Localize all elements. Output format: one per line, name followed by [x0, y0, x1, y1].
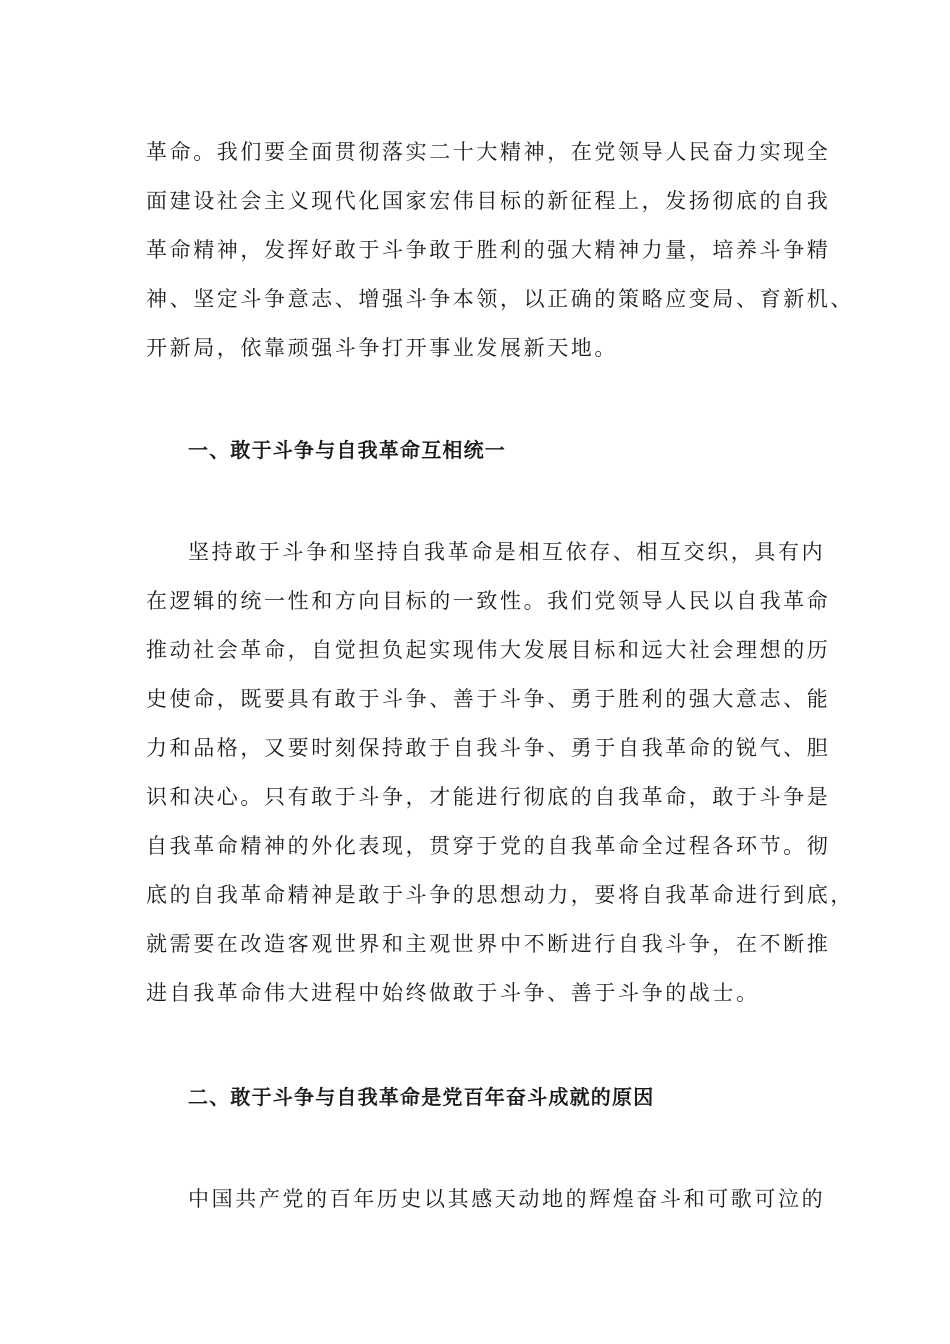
body-text-line: 史使命，既要具有敢于斗争、善于斗争、勇于胜利的强大意志、能 — [146, 687, 831, 711]
body-text-line: 底的自我革命精神是敢于斗争的思想动力，要将自我革命进行到底， — [146, 883, 854, 907]
body-text-line: 进自我革命伟大进程中始终做敢于斗争、善于斗争的战士。 — [146, 981, 760, 1005]
body-text-line: 革命精神，发挥好敢于斗争敢于胜利的强大精神力量，培养斗争精 — [146, 238, 831, 262]
body-text-line: 就需要在改造客观世界和主观世界中不断进行自我斗争，在不断推 — [146, 932, 831, 956]
body-text-line: 力和品格，又要时刻保持敢于自我斗争、勇于自我革命的锐气、胆 — [146, 736, 831, 760]
body-text-line: 面建设社会主义现代化国家宏伟目标的新征程上，发扬彻底的自我 — [146, 189, 831, 213]
body-text-line: 自我革命精神的外化表现，贯穿于党的自我革命全过程各环节。彻 — [146, 834, 831, 858]
body-text-line: 革命。我们要全面贯彻落实二十大精神，在党领导人民奋力实现全 — [146, 140, 831, 164]
body-text-line: 中国共产党的百年历史以其感天动地的辉煌奋斗和可歌可泣的 — [188, 1187, 826, 1211]
body-text-line: 神、坚定斗争意志、增强斗争本领，以正确的策略应变局、育新机、 — [146, 287, 854, 311]
body-text-line: 推动社会革命，自觉担负起实现伟大发展目标和远大社会理想的历 — [146, 638, 831, 662]
section-heading-1: 一、敢于斗争与自我革命互相统一 — [188, 438, 506, 462]
body-text-line: 在逻辑的统一性和方向目标的一致性。我们党领导人民以自我革命 — [146, 589, 831, 613]
body-text-line: 开新局，依靠顽强斗争打开事业发展新天地。 — [146, 336, 618, 360]
body-text-line: 识和决心。只有敢于斗争，才能进行彻底的自我革命，敢于斗争是 — [146, 785, 831, 809]
body-text-line: 坚持敢于斗争和坚持自我革命是相互依存、相互交织，具有内 — [188, 540, 826, 564]
section-heading-2: 二、敢于斗争与自我革命是党百年奋斗成就的原因 — [188, 1085, 655, 1109]
